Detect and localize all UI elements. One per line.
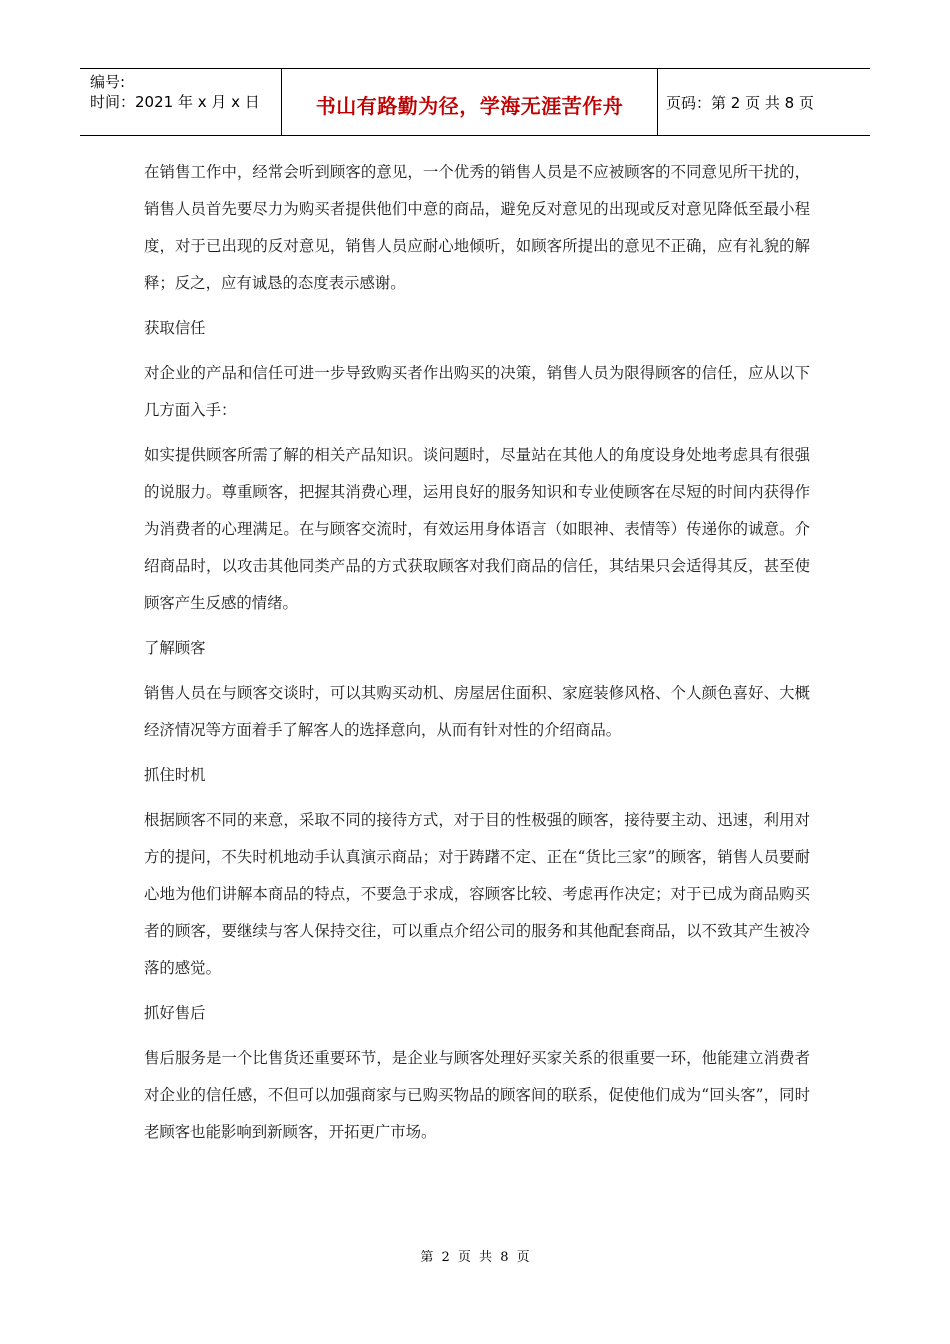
document-body xyxy=(144,154,810,1159)
section-heading: 获取信任 xyxy=(144,319,206,337)
header-page-info xyxy=(658,69,870,135)
section-heading: 抓好售后 xyxy=(144,1004,206,1022)
date-label: 时间：2021 年 x 月 x 日 xyxy=(90,93,260,111)
page-info-text: 页码：第 2 页 共 8 页 xyxy=(666,93,814,112)
page-footer xyxy=(0,1246,950,1265)
motto: 书山有路勤为径，学海无涯苦作舟 xyxy=(315,93,624,118)
paragraph: 销售人员在与顾客交谈时，可以其购买动机、房屋居住面积、家庭装修风格、个人颜色喜好、大概经济情况等方面着手了解客人的选择意向，从而有针对性的介绍商品。 xyxy=(144,684,810,739)
paragraph: 根据顾客不同的来意，采取不同的接待方式，对于目的性极强的顾客，接待要主动、迅速，利用对方的提问，不失时机地动手认真演示商品；对于踌躇不定、正在“货比三家”的顾客，销售人员要耐心地为他们讲解本商品的特点，不要急于求成，容顾客比较、考虑再作决定；对于已成为商品购买者的顾客，要继续与客人保持交往，可以重点介绍公司的服务和其他配套商品，以不致其产生被冷落的感觉。 xyxy=(144,811,810,977)
paragraph: 对企业的产品和信任可进一步导致购买者作出购买的决策，销售人员为限得顾客的信任，应从以下几方面入手： xyxy=(144,364,810,419)
header-meta xyxy=(80,69,282,135)
paragraph: 售后服务是一个比售货还重要环节，是企业与顾客处理好买家关系的很重要一环，他能建立消费者对企业的信任感，不但可以加强商家与已购买物品的顾客间的联系，促使他们成为“回头客”，同时老顾客也能影响到新顾客，开拓更广市场。 xyxy=(144,1049,810,1141)
footer-page-number: 第 2 页 共 8 页 xyxy=(420,1250,530,1265)
paragraph: 如实提供顾客所需了解的相关产品知识。谈问题时，尽量站在其他人的角度设身处地考虑具有很强的说服力。尊重顾客，把握其消费心理，运用良好的服务知识和专业使顾客在尽短的时间内获得作为消费者的心理满足。在与顾客交流时，有效运用身体语言（如眼神、表情等）传递你的诚意。介绍商品时，以攻击其他同类产品的方式获取顾客对我们商品的信任，其结果只会适得其反，甚至使顾客产生反感的情绪。 xyxy=(144,446,810,612)
paragraph: 在销售工作中，经常会听到顾客的意见，一个优秀的销售人员是不应被顾客的不同意见所干扰的，销售人员首先要尽力为购买者提供他们中意的商品，避免反对意见的出现或反对意见降低至最小程度，对于已出现的反对意见，销售人员应耐心地倾听，如顾客所提出的意见不正确，应有礼貌的解释；反之，应有诚恳的态度表示感谢。 xyxy=(144,163,810,292)
section-heading: 了解顾客 xyxy=(144,639,206,657)
section-heading: 抓住时机 xyxy=(144,766,206,784)
document-header xyxy=(80,68,870,136)
header-motto-cell xyxy=(282,69,658,135)
doc-number-label: 编号: xyxy=(90,73,126,91)
